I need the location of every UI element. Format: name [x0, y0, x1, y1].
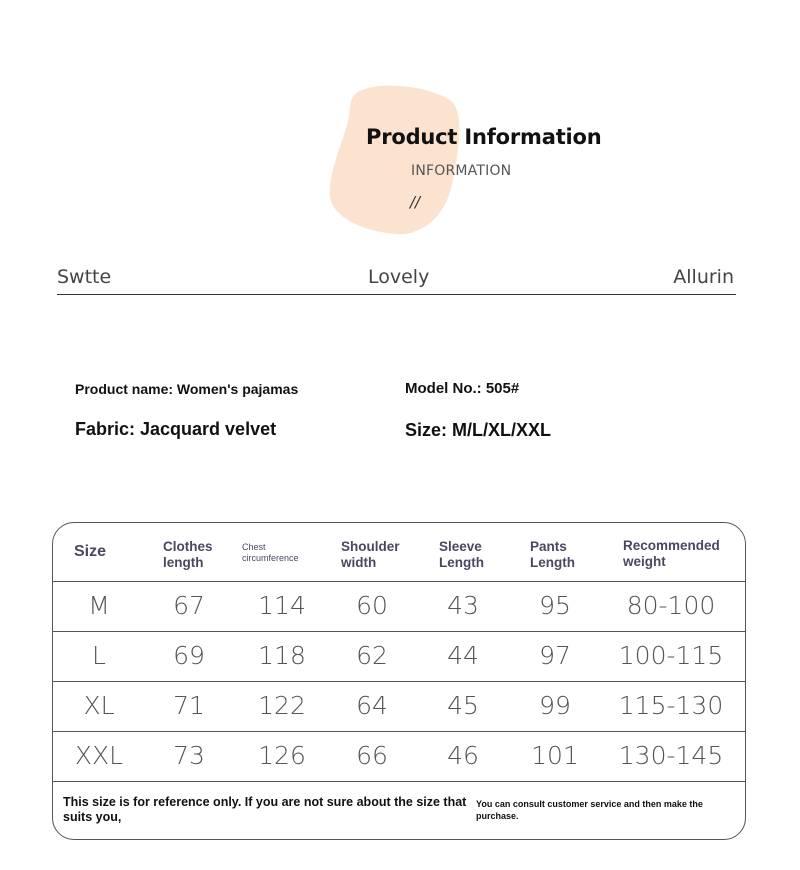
tag-allurin: Allurin	[673, 266, 734, 288]
table-cell: 71	[173, 691, 205, 720]
table-cell: 66	[356, 741, 388, 770]
table-cell: 101	[531, 741, 579, 770]
table-cell: 43	[447, 591, 479, 620]
table-row	[53, 581, 745, 632]
table-cell: 44	[447, 641, 479, 670]
table-cell: 67	[173, 591, 205, 620]
table-cell: XL	[83, 691, 115, 720]
header-chest-circumference: Chest circumference	[242, 542, 299, 563]
fabric: Fabric: Jacquard velvet	[75, 419, 277, 439]
header-clothes-length: Clothes length	[163, 539, 213, 570]
table-cell: 115-130	[618, 691, 724, 720]
header-sleeve-length: Sleeve Length	[439, 539, 484, 570]
divider-line	[57, 294, 736, 295]
table-cell: 122	[258, 691, 306, 720]
table-cell: 64	[356, 691, 388, 720]
table-cell: 130-145	[618, 741, 724, 770]
header-recommended-weight: Recommended weight	[623, 538, 720, 569]
size-options: Size: M/L/XL/XXL	[405, 420, 552, 440]
table-cell: L	[92, 641, 106, 670]
product-name: Product name: Women's pajamas	[75, 381, 299, 397]
header-shoulder-width: Shoulder width	[341, 539, 400, 570]
table-cell: 73	[173, 741, 205, 770]
table-cell: 80-100	[626, 591, 716, 620]
table-cell: M	[88, 591, 110, 620]
table-row	[53, 681, 745, 732]
table-row	[53, 731, 745, 782]
table-cell: 69	[173, 641, 205, 670]
table-cell: 45	[447, 691, 479, 720]
tag-swtte: Swtte	[57, 266, 112, 288]
table-cell: 126	[258, 741, 306, 770]
table-cell: 118	[258, 641, 306, 670]
table-cell: 97	[539, 641, 571, 670]
table-cell: 100-115	[618, 641, 724, 670]
header-size: Size	[74, 543, 107, 560]
model-number: Model No.: 505#	[405, 380, 520, 397]
table-cell: 62	[356, 641, 388, 670]
size-chart-header	[53, 523, 745, 582]
table-row	[53, 631, 745, 682]
tag-lovely: Lovely	[368, 266, 430, 288]
table-cell: 46	[447, 741, 479, 770]
table-cell: 60	[356, 591, 388, 620]
footer-note-right: You can consult customer service and then make the purchase.	[476, 799, 703, 821]
size-chart-card	[52, 522, 746, 840]
footer-note-left: This size is for reference only. If you are not sure about the size that suits you,	[63, 795, 467, 824]
table-cell: 99	[539, 691, 571, 720]
table-cell: XXL	[74, 741, 124, 770]
page-title: Product Information	[366, 125, 602, 149]
table-cell: 95	[539, 591, 571, 620]
header-pants-length: Pants Length	[530, 539, 575, 570]
table-cell: 114	[258, 591, 306, 620]
slash-decoration: //	[410, 193, 421, 211]
decorative-peach-blob	[326, 84, 466, 236]
page-subtitle: INFORMATION	[411, 163, 512, 179]
